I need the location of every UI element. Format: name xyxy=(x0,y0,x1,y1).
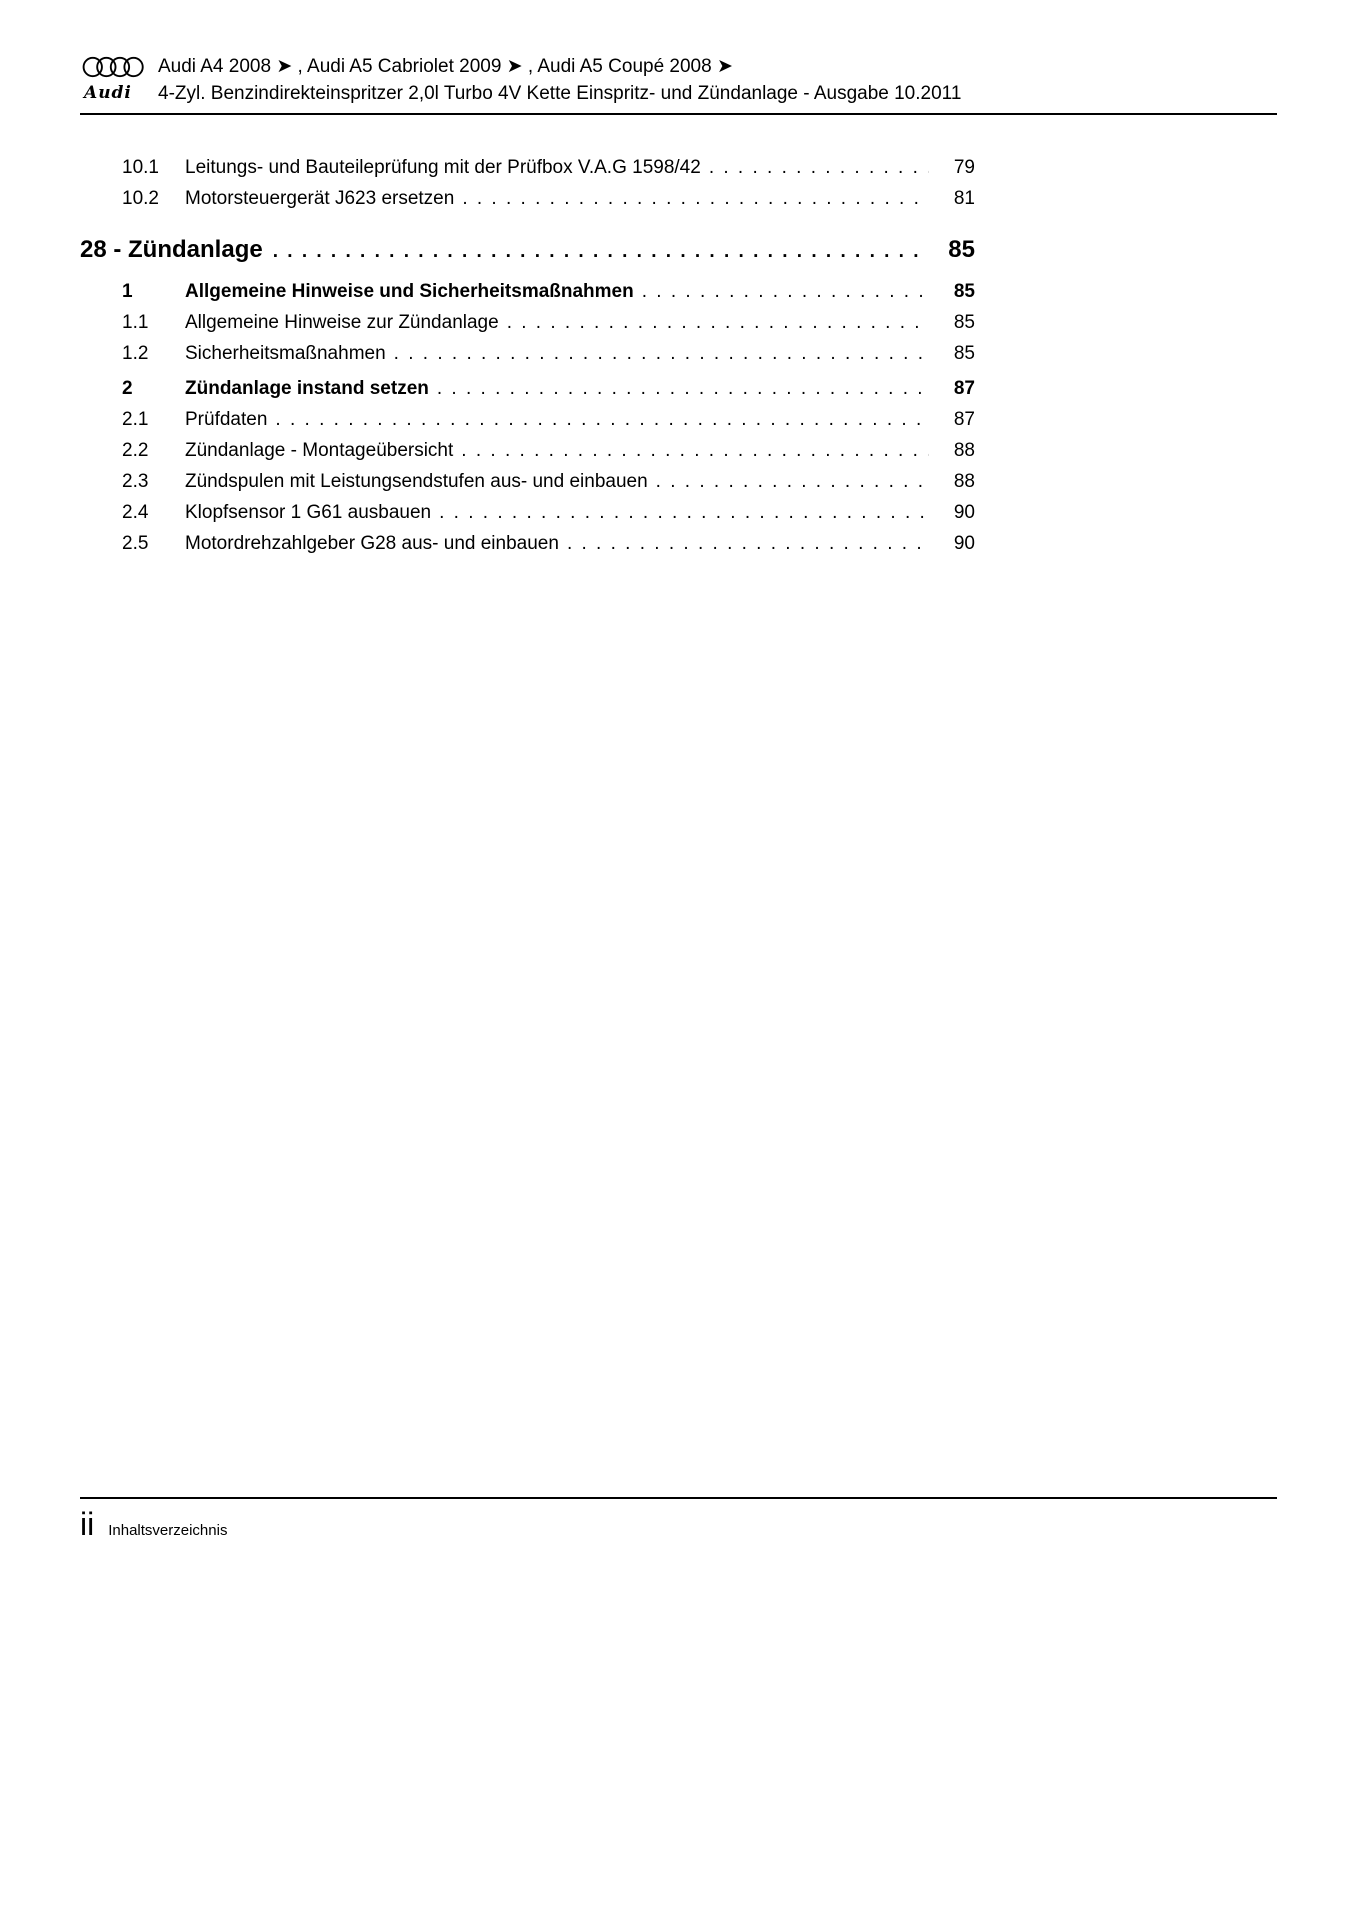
audi-wordmark: Audi xyxy=(84,83,132,103)
toc-entry-label: Prüfdaten xyxy=(185,409,268,430)
audi-rings-icon xyxy=(82,56,144,78)
toc-entry-page: 85 xyxy=(953,343,975,364)
toc-entry-number: 2.1 xyxy=(122,409,149,430)
page-footer xyxy=(80,1506,227,1542)
toc-entry xyxy=(80,152,975,183)
table-of-contents xyxy=(80,152,975,559)
toc-entry-number: 1.2 xyxy=(122,343,149,364)
dot-leader xyxy=(439,497,929,528)
toc-entry xyxy=(80,435,975,466)
toc-chapter-heading xyxy=(80,233,975,269)
dot-leader xyxy=(656,466,929,497)
header-divider xyxy=(80,113,1277,115)
toc-entry-label: Allgemeine Hinweise zur Zündanlage xyxy=(185,312,499,333)
header-subtitle-line: 4-Zyl. Benzindirekteinspritzer 2,0l Turbo 4V Kette Einspritz- und Zündanlage - Ausgabe 10.2011 xyxy=(158,83,962,104)
dot-leader xyxy=(394,338,929,369)
footer-section-label: Inhaltsverzeichnis xyxy=(108,1522,228,1539)
toc-entry-page: 88 xyxy=(953,440,975,461)
toc-entry xyxy=(80,307,975,338)
toc-entry-label: Allgemeine Hinweise und Sicherheitsmaßnahmen xyxy=(185,281,634,302)
toc-entry-number: 2 xyxy=(122,378,133,399)
dot-leader xyxy=(642,276,929,307)
toc-entry-page: 85 xyxy=(953,281,975,302)
toc-chapter-label: 28 - Zündanlage xyxy=(80,236,263,263)
toc-entry-page: 88 xyxy=(953,471,975,492)
dot-leader xyxy=(507,307,929,338)
toc-entry-label: Sicherheitsmaßnahmen xyxy=(185,343,386,364)
toc-entry-label: Zündanlage - Montageübersicht xyxy=(185,440,454,461)
toc-chapter-page: 85 xyxy=(948,236,975,263)
toc-entry-page: 87 xyxy=(953,378,975,399)
toc-entry-page: 79 xyxy=(953,157,975,178)
dot-leader xyxy=(567,528,929,559)
toc-entry-number: 1 xyxy=(122,281,133,302)
dot-leader xyxy=(709,152,929,183)
dot-leader xyxy=(437,373,929,404)
toc-entry-number: 10.2 xyxy=(122,188,159,209)
toc-entry-label: Klopfsensor 1 G61 ausbauen xyxy=(185,502,432,523)
toc-entry-label: Zündspulen mit Leistungsendstufen aus- und einbauen xyxy=(185,471,648,492)
toc-entry-number: 1.1 xyxy=(122,312,149,333)
footer-divider xyxy=(80,1497,1277,1499)
page-header xyxy=(80,55,1277,115)
toc-entry-number: 2.2 xyxy=(122,440,149,461)
toc-entry-page: 87 xyxy=(953,409,975,430)
toc-entry xyxy=(80,338,975,369)
footer-page-number: ii xyxy=(80,1506,95,1542)
toc-entry-number: 2.5 xyxy=(122,533,149,554)
audi-logo xyxy=(80,56,152,78)
toc-entry-label: Zündanlage instand setzen xyxy=(185,378,429,399)
header-models-line: Audi A4 2008 ➤ , Audi A5 Cabriolet 2009 ➤ , Audi A5 Coupé 2008 ➤ xyxy=(158,56,733,77)
toc-entry-label: Leitungs- und Bauteileprüfung mit der Prüfbox V.A.G 1598/42 xyxy=(185,157,701,178)
toc-entry xyxy=(80,466,975,497)
toc-entry-number: 2.3 xyxy=(122,471,149,492)
toc-entry xyxy=(80,373,975,404)
toc-entry-label: Motordrehzahlgeber G28 aus- und einbauen xyxy=(185,533,559,554)
toc-entry-number: 2.4 xyxy=(122,502,149,523)
toc-entry-page: 90 xyxy=(953,533,975,554)
toc-entry xyxy=(80,497,975,528)
toc-entry xyxy=(80,404,975,435)
dot-leader xyxy=(462,183,929,214)
toc-entry-number: 10.1 xyxy=(122,157,159,178)
toc-entry-page: 81 xyxy=(953,188,975,209)
toc-entry-page: 85 xyxy=(953,312,975,333)
toc-entry-label: Motorsteuergerät J623 ersetzen xyxy=(185,188,455,209)
toc-entry xyxy=(80,528,975,559)
dot-leader xyxy=(275,404,929,435)
dot-leader xyxy=(461,435,929,466)
dot-leader xyxy=(273,235,929,269)
toc-entry xyxy=(80,183,975,214)
toc-entry xyxy=(80,276,975,307)
toc-entry-page: 90 xyxy=(953,502,975,523)
